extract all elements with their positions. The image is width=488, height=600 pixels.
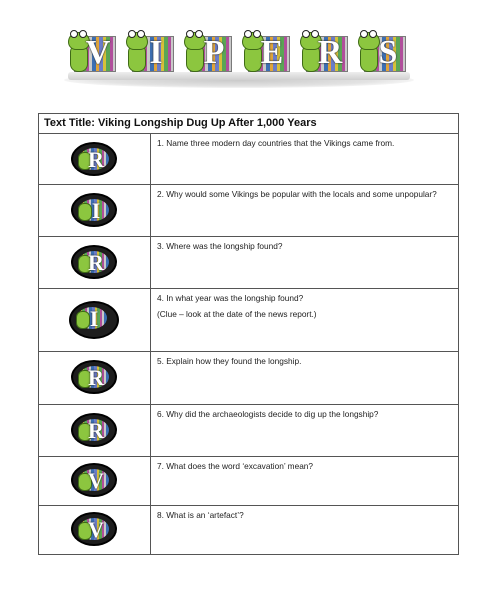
banner-tile-s — [358, 30, 404, 72]
banner-tile-v — [68, 30, 114, 72]
question-text: 8. What is an ‘artefact’? — [157, 510, 244, 520]
badge-cell — [39, 237, 151, 289]
vipers-banner — [62, 24, 416, 90]
question-row — [39, 352, 459, 405]
badge-cell — [39, 185, 151, 237]
question-text: 2. Why would some Vikings be popular with the locals and some unpopular? — [157, 189, 437, 199]
infer-badge-icon: I — [71, 193, 117, 227]
question-cell — [151, 185, 459, 237]
question-table — [38, 113, 459, 555]
retrieve-badge-icon: R — [71, 360, 117, 394]
question-cell — [151, 237, 459, 289]
banner-letter: R — [317, 34, 343, 71]
banner-letter: I — [149, 34, 163, 71]
question-cell — [151, 352, 459, 405]
question-cell — [151, 289, 459, 352]
infer-badge-icon: I — [69, 301, 119, 339]
question-row — [39, 185, 459, 237]
retrieve-badge-icon: R — [71, 413, 117, 447]
question-text: 7. What does the word ‘excavation’ mean? — [157, 461, 314, 471]
question-row — [39, 134, 459, 185]
question-text: 4. In what year was the longship found? — [157, 293, 304, 303]
banner-letter: S — [378, 34, 398, 71]
banner-tile-e — [242, 30, 288, 72]
badge-cell — [39, 289, 151, 352]
retrieve-badge-icon: R — [71, 245, 117, 279]
title-row — [39, 114, 459, 134]
question-row — [39, 405, 459, 457]
text-title: Text Title: Viking Longship Dug Up After 1,000 Years — [39, 114, 459, 134]
badge-cell — [39, 352, 151, 405]
question-row — [39, 289, 459, 352]
banner-tile-p — [184, 30, 230, 72]
vocabulary-badge-icon: V — [71, 512, 117, 546]
banner-letter: P — [203, 34, 225, 71]
banner-letter: E — [260, 34, 284, 71]
banner-tile-i — [126, 30, 172, 72]
badge-cell — [39, 134, 151, 185]
question-clue: (Clue – look at the date of the news report.) — [157, 308, 317, 319]
question-text: 1. Name three modern day countries that the Vikings came from. — [157, 138, 395, 148]
question-cell — [151, 457, 459, 506]
vocabulary-badge-icon: V — [71, 463, 117, 497]
badge-cell — [39, 457, 151, 506]
banner-tile-r — [300, 30, 346, 72]
badge-cell — [39, 506, 151, 555]
question-cell — [151, 405, 459, 457]
banner-letter: V — [85, 34, 111, 71]
badge-cell — [39, 405, 151, 457]
question-row — [39, 237, 459, 289]
question-text: 3. Where was the longship found? — [157, 241, 283, 251]
question-text: 6. Why did the archaeologists decide to dig up the longship? — [157, 409, 379, 419]
question-cell — [151, 506, 459, 555]
question-text: 5. Explain how they found the longship. — [157, 356, 302, 366]
retrieve-badge-icon: R — [71, 142, 117, 176]
question-cell — [151, 134, 459, 185]
banner-bar — [68, 72, 410, 80]
question-row — [39, 506, 459, 555]
question-row — [39, 457, 459, 506]
